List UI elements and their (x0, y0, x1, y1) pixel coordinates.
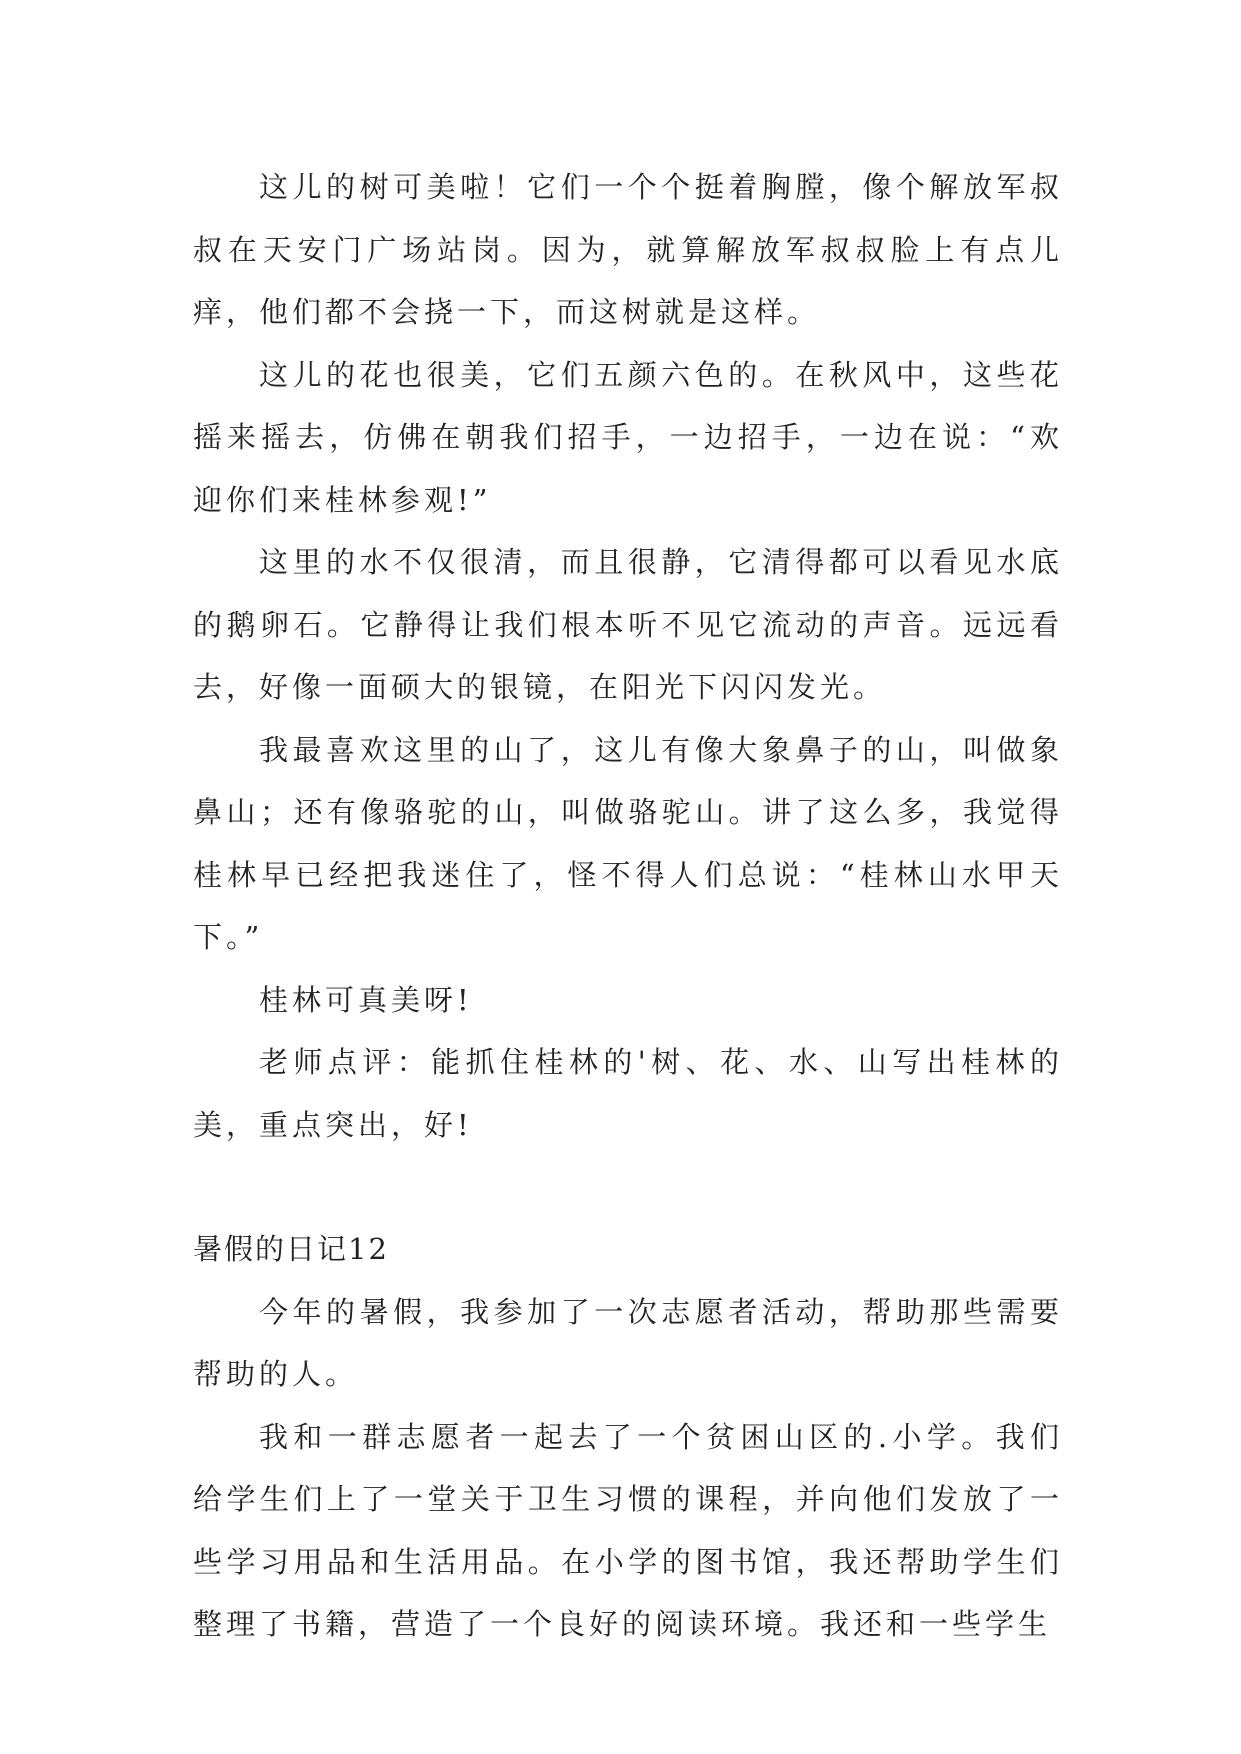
section-title: 暑假的日记12 (193, 1232, 389, 1266)
paragraph-mountains: 我最喜欢这里的山了，这儿有像大象鼻子的山，叫做象鼻山；还有像骆驼的山，叫做骆驼山。讲了这么多，我觉得桂林早已经把我迷住了，怪不得人们总说：“桂林山水甲天下。” (193, 732, 1063, 954)
paragraph-teacher-comment: 老师点评：能抓住桂林的'树、花、水、山写出桂林的美，重点突出，好! (193, 1045, 1063, 1142)
document-body (193, 156, 1063, 1656)
paragraph-conclusion: 桂林可真美呀! (259, 982, 473, 1017)
paragraph-flowers: 这儿的花也很美，它们五颜六色的。在秋风中，这些花摇来摇去，仿佛在朝我们招手，一边招手，一边在说：“欢迎你们来桂林参观!” (193, 357, 1063, 517)
paragraph-trees: 这儿的树可美啦！它们一个个挺着胸膛，像个解放军叔叔在天安门广场站岗。因为，就算解放军叔叔脸上有点儿痒，他们都不会挠一下，而这树就是这样。 (193, 170, 1063, 329)
paragraph-volunteer-school: 我和一群志愿者一起去了一个贫困山区的.小学。我们给学生们上了一堂关于卫生习惯的课程，并向他们发放了一些学习用品和生活用品。在小学的图书馆，我还帮助学生们整理了书籍，营造了一个良好的阅读环境。我还和一些学生 (193, 1419, 1063, 1641)
paragraph-volunteer-intro: 今年的暑假，我参加了一次志愿者活动，帮助那些需要帮助的人。 (193, 1294, 1063, 1391)
paragraph-water: 这里的水不仅很清，而且很静，它清得都可以看见水底的鹅卵石。它静得让我们根本听不见它流动的声音。远远看去，好像一面硕大的银镜，在阳光下闪闪发光。 (193, 545, 1063, 704)
